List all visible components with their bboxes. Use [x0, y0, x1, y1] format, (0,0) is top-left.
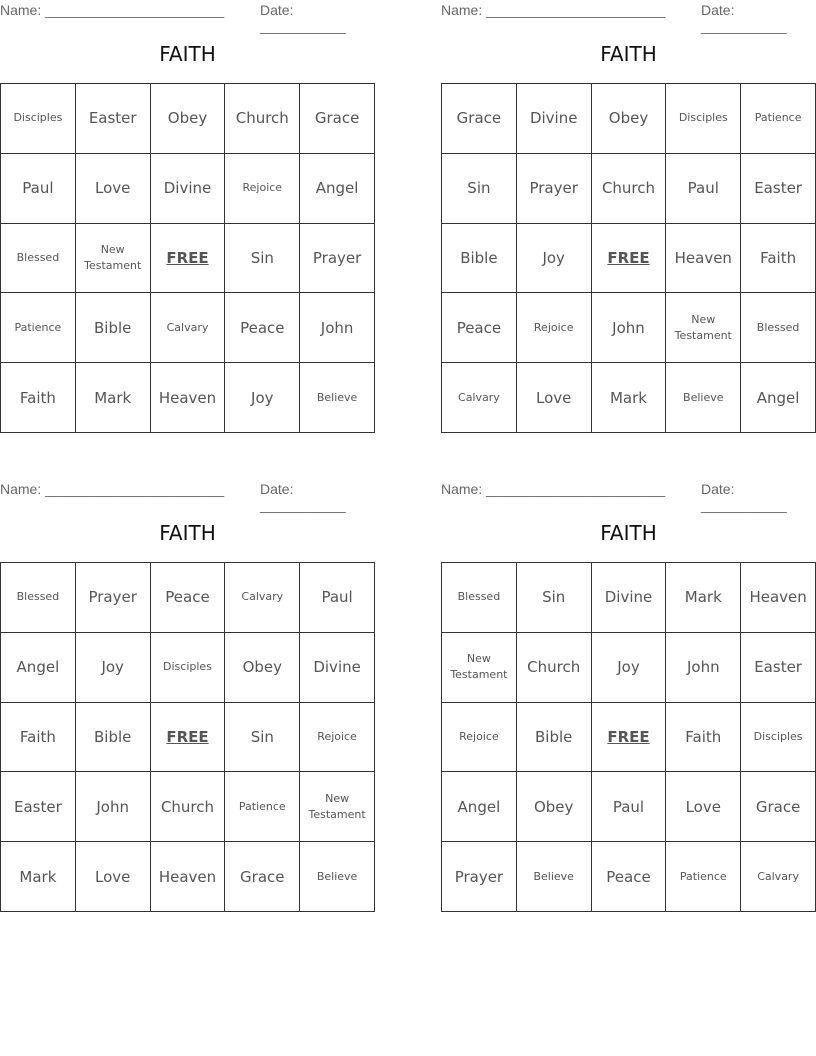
- bingo-cell: Sin: [225, 224, 300, 294]
- card-title: FAITH: [159, 521, 216, 545]
- bingo-cell: Disciples: [1, 84, 76, 154]
- bingo-cell: New Testament: [666, 293, 741, 363]
- bingo-cell: Mark: [666, 563, 741, 633]
- bingo-cell: Believe: [517, 842, 592, 912]
- bingo-cell: Obey: [592, 84, 667, 154]
- bingo-cell: Blessed: [442, 563, 517, 633]
- bingo-cell: Calvary: [741, 842, 816, 912]
- bingo-cell: Church: [151, 772, 226, 842]
- bingo-cell: Love: [76, 154, 151, 224]
- bingo-cell: Bible: [517, 703, 592, 773]
- bingo-cell: Blessed: [741, 293, 816, 363]
- bingo-cell: Calvary: [442, 363, 517, 433]
- bingo-cell: New Testament: [300, 772, 375, 842]
- name-field-label: Name: _______________________: [0, 481, 225, 497]
- bingo-cell: Rejoice: [517, 293, 592, 363]
- bingo-cell: Faith: [1, 363, 76, 433]
- bingo-cell: John: [592, 293, 667, 363]
- bingo-cell: Patience: [225, 772, 300, 842]
- bingo-cell: Blessed: [1, 563, 76, 633]
- bingo-cell: Divine: [300, 633, 375, 703]
- bingo-cell: Angel: [442, 772, 517, 842]
- bingo-cell: Love: [517, 363, 592, 433]
- bingo-cell: Peace: [592, 842, 667, 912]
- bingo-cell: Calvary: [225, 563, 300, 633]
- bingo-cell: Disciples: [151, 633, 226, 703]
- bingo-cell: Obey: [225, 633, 300, 703]
- bingo-cell: Peace: [442, 293, 517, 363]
- bingo-cell: Heaven: [741, 563, 816, 633]
- bingo-cell: Grace: [225, 842, 300, 912]
- bingo-cell: Blessed: [1, 224, 76, 294]
- bingo-cell: Patience: [666, 842, 741, 912]
- bingo-cell: Grace: [442, 84, 517, 154]
- bingo-cell: Rejoice: [225, 154, 300, 224]
- date-field-label: Date: ___________: [701, 481, 787, 513]
- bingo-cell: Prayer: [517, 154, 592, 224]
- bingo-cell: Faith: [666, 703, 741, 773]
- bingo-grid: [441, 83, 816, 433]
- bingo-cell: Paul: [666, 154, 741, 224]
- bingo-cell: Easter: [1, 772, 76, 842]
- card-title: FAITH: [159, 42, 216, 66]
- bingo-cell: John: [76, 772, 151, 842]
- bingo-cell: New Testament: [442, 633, 517, 703]
- bingo-cell: Bible: [442, 224, 517, 294]
- bingo-cell: Paul: [300, 563, 375, 633]
- bingo-cell: Believe: [300, 842, 375, 912]
- bingo-cell: Obey: [151, 84, 226, 154]
- bingo-cell: Rejoice: [300, 703, 375, 773]
- bingo-grid: [0, 562, 375, 912]
- bingo-cell: Church: [592, 154, 667, 224]
- bingo-cell: Angel: [300, 154, 375, 224]
- bingo-cell: Heaven: [666, 224, 741, 294]
- bingo-cell: Divine: [592, 563, 667, 633]
- bingo-grid: [441, 562, 816, 912]
- bingo-cell: Church: [225, 84, 300, 154]
- bingo-cell: Love: [76, 842, 151, 912]
- bingo-cell: Sin: [442, 154, 517, 224]
- bingo-cell: Patience: [741, 84, 816, 154]
- bingo-cell: Love: [666, 772, 741, 842]
- bingo-cell: Bible: [76, 703, 151, 773]
- date-field-label: Date: ___________: [260, 2, 346, 34]
- free-space-cell: FREE: [592, 224, 667, 294]
- name-field-label: Name: _______________________: [0, 2, 225, 18]
- bingo-cell: Faith: [1, 703, 76, 773]
- bingo-cell: John: [300, 293, 375, 363]
- bingo-cell: Angel: [741, 363, 816, 433]
- free-space-cell: FREE: [592, 703, 667, 773]
- bingo-cell: Easter: [741, 633, 816, 703]
- date-field-label: Date: ___________: [260, 481, 346, 513]
- bingo-cell: Grace: [300, 84, 375, 154]
- free-space-cell: FREE: [151, 224, 226, 294]
- bingo-cell: Church: [517, 633, 592, 703]
- bingo-cell: Peace: [151, 563, 226, 633]
- bingo-cell: Paul: [1, 154, 76, 224]
- bingo-cell: John: [666, 633, 741, 703]
- bingo-cell: Rejoice: [442, 703, 517, 773]
- bingo-cell: Paul: [592, 772, 667, 842]
- bingo-cell: Mark: [1, 842, 76, 912]
- bingo-cell: Divine: [517, 84, 592, 154]
- free-space-cell: FREE: [151, 703, 226, 773]
- bingo-cell: Obey: [517, 772, 592, 842]
- bingo-cell: New Testament: [76, 224, 151, 294]
- bingo-cell: Heaven: [151, 363, 226, 433]
- bingo-cell: Believe: [666, 363, 741, 433]
- bingo-cell: Prayer: [300, 224, 375, 294]
- name-field-label: Name: _______________________: [441, 481, 666, 497]
- bingo-cell: Disciples: [666, 84, 741, 154]
- card-header: [0, 0, 375, 34]
- name-field-label: Name: _______________________: [441, 2, 666, 18]
- bingo-cell: Heaven: [151, 842, 226, 912]
- bingo-cell: Faith: [741, 224, 816, 294]
- bingo-cell: Easter: [76, 84, 151, 154]
- bingo-cell: Calvary: [151, 293, 226, 363]
- bingo-cell: Joy: [76, 633, 151, 703]
- bingo-cell: Joy: [592, 633, 667, 703]
- bingo-cell: Joy: [517, 224, 592, 294]
- bingo-cell: Mark: [592, 363, 667, 433]
- bingo-cell: Mark: [76, 363, 151, 433]
- bingo-cell: Bible: [76, 293, 151, 363]
- bingo-cell: Sin: [225, 703, 300, 773]
- bingo-cell: Angel: [1, 633, 76, 703]
- bingo-cell: Believe: [300, 363, 375, 433]
- card-header: [441, 0, 816, 34]
- bingo-cell: Grace: [741, 772, 816, 842]
- card-header: [0, 479, 375, 513]
- card-header: [441, 479, 816, 513]
- bingo-cell: Peace: [225, 293, 300, 363]
- bingo-grid: [0, 83, 375, 433]
- bingo-cell: Easter: [741, 154, 816, 224]
- bingo-cell: Divine: [151, 154, 226, 224]
- card-title: FAITH: [600, 521, 657, 545]
- bingo-cell: Patience: [1, 293, 76, 363]
- bingo-cell: Prayer: [76, 563, 151, 633]
- date-field-label: Date: ___________: [701, 2, 787, 34]
- bingo-cell: Disciples: [741, 703, 816, 773]
- bingo-cell: Joy: [225, 363, 300, 433]
- bingo-cell: Prayer: [442, 842, 517, 912]
- card-title: FAITH: [600, 42, 657, 66]
- bingo-cell: Sin: [517, 563, 592, 633]
